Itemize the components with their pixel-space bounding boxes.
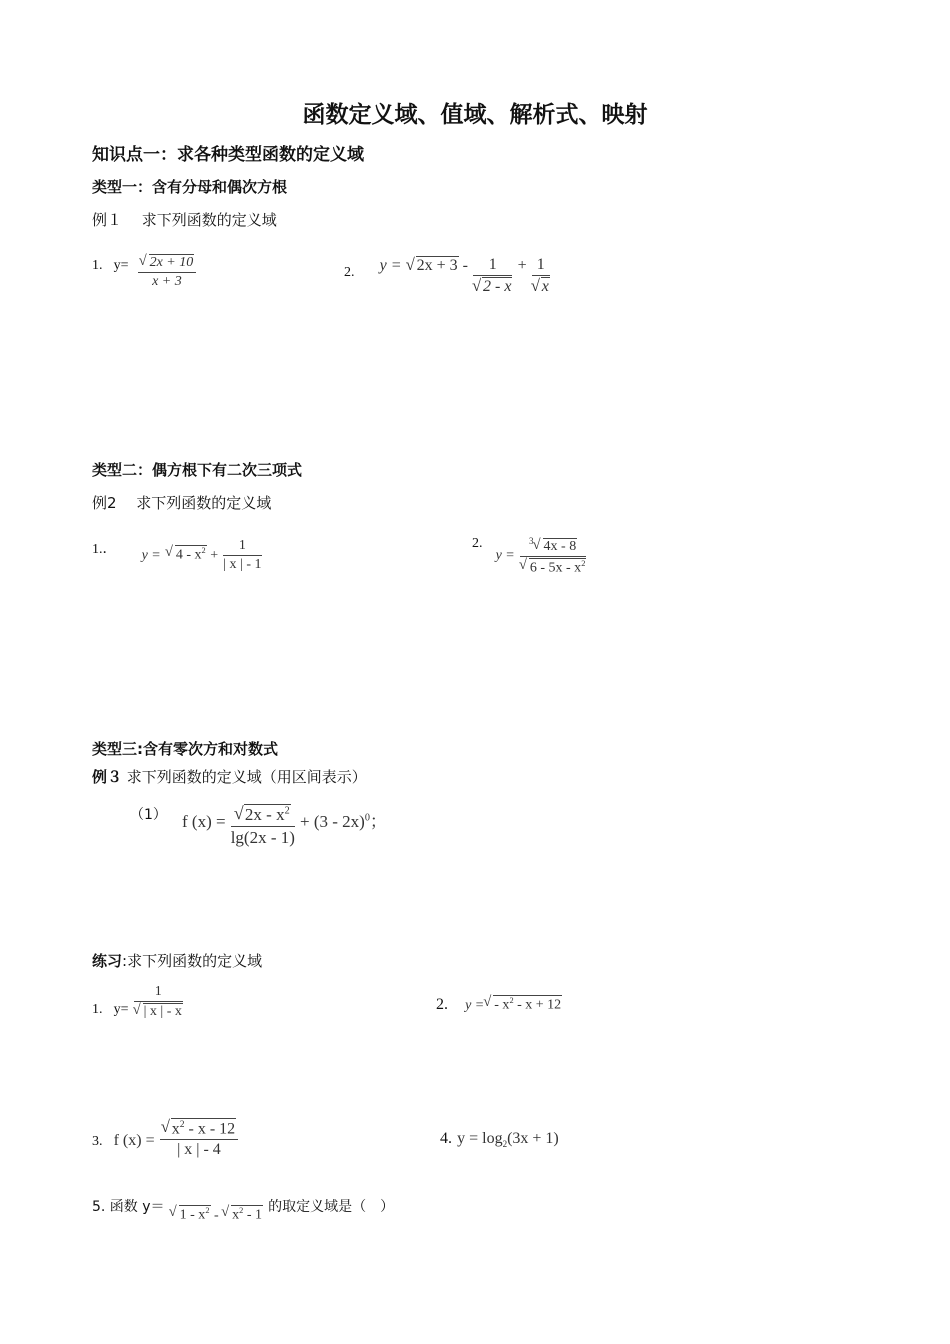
type1-example: 例１ 求下列函数的定义域 [92,211,277,229]
type3-heading: 类型三:含有零次方和对数式 [92,740,278,758]
type3-item1: （1） f (x) = √ $\frac{2x - x^2}{\lg(2x - 1)}$ + (3 - 2x)$^0$； [130,804,387,848]
section-heading: 知识点一：求各种类型函数的定义域 [92,145,364,165]
type2-item1: 1.． y = √ $4 - x^2$ + $\frac{1}{| x | - 1}$ [92,538,262,573]
type1-item1-fraction: √ $\frac{2x + 10}{x + 3}$ [138,254,197,290]
page-title: 函数定义域、值域、解析式、映射 [302,102,648,128]
practice-item2: 2. y =√ - $x^2 - x + 12$ [436,994,562,1014]
type2-item2: 2. y = $^3$√ 4x - 8 √ $6 - 5x - x^2$ [472,536,586,576]
type2-heading: 类型二：偶方根下有二次三项式 [92,461,303,479]
practice-item4: 4. $y = \log_2(3x + 1)$ [440,1130,559,1150]
practice-item3: 3. f (x) = √ $\frac{x^2 - x - 12}{| x | - 4}$ [92,1118,238,1159]
practice-item1: 1. y= 1 √ | x | - x [92,984,183,1020]
practice-item5: 5. 函数 y＝ √ $1 - x^2$ - √ $x^2 - 1$ 的取定义域是（ ） [92,1196,394,1224]
type2-example: 例2 求下列函数的定义域 [92,494,272,512]
type1-item2: 2. y = √ 2x + 3 - 1 √ 2 - x + 1 √ x [344,256,550,296]
type1-item1: 1. y= √ $\frac{2x + 10}{x + 3}$ [92,254,196,290]
practice-heading: 练习:求下列函数的定义域 [92,952,263,970]
type1-heading: 类型一：含有分母和偶次方根 [92,178,288,196]
type3-example: 例３ 求下列函数的定义域（用区间表示） [92,768,367,786]
